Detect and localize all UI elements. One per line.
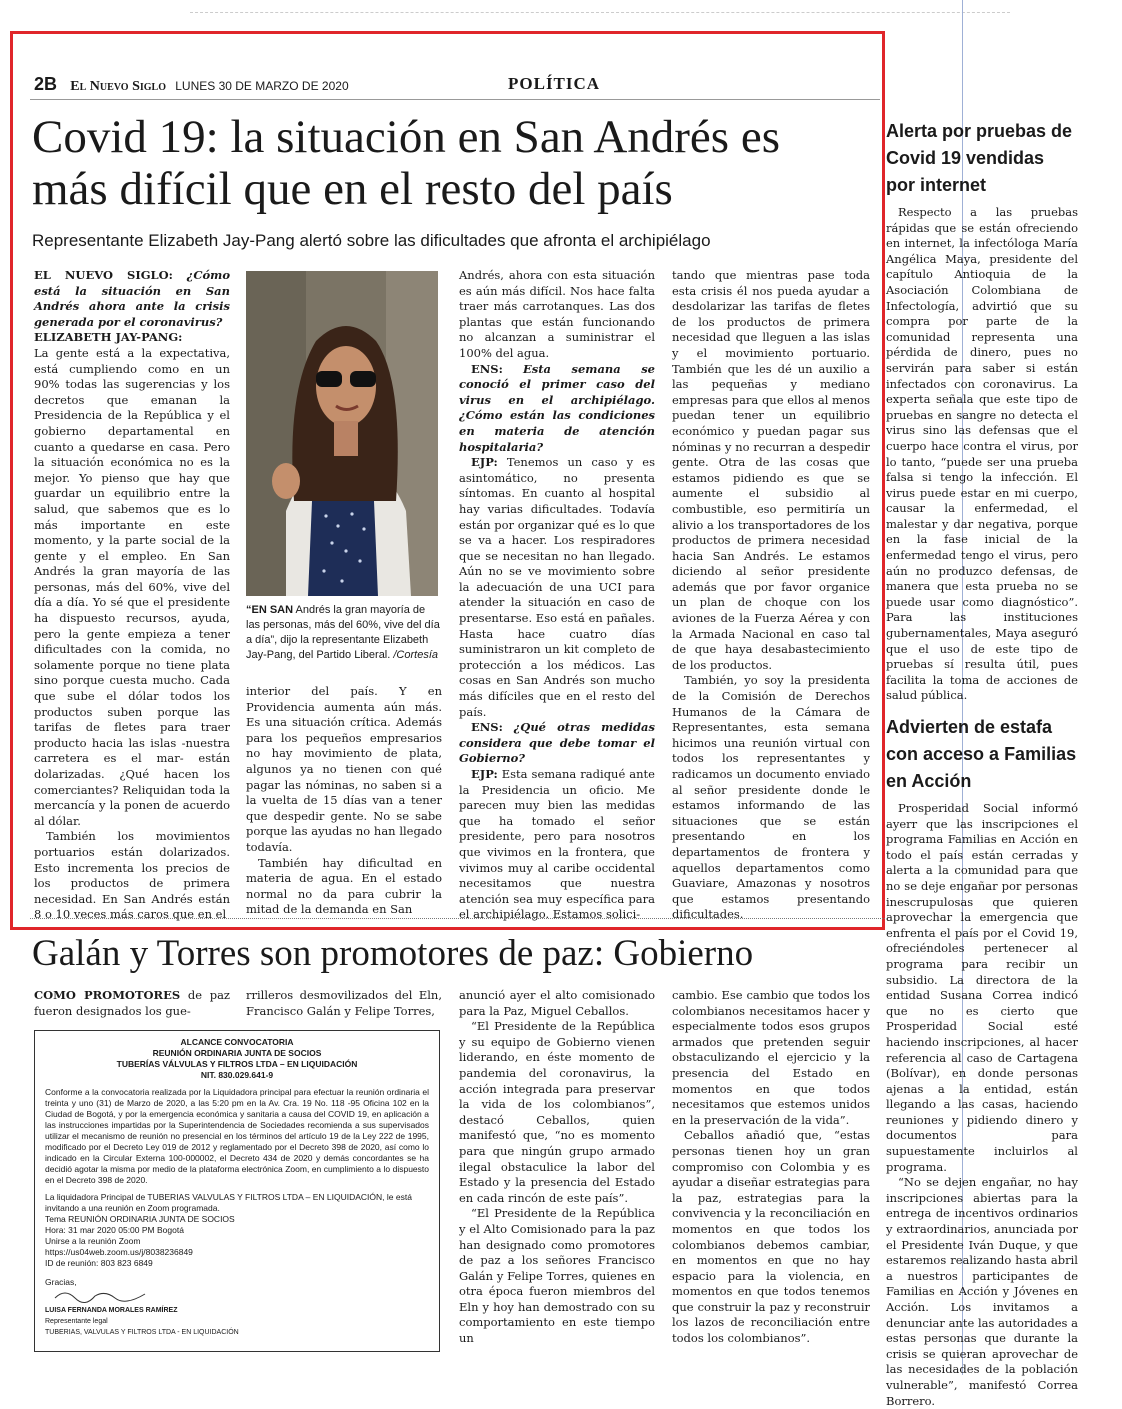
article2-headline: Galán y Torres son promotores de paz: Gobierno [32,933,754,974]
article2-col2-text: rrilleros desmovilizados del Eln, Francisco Galán y Felipe Torres, [246,988,442,1018]
sidebar-story-1-text: Respecto a las pruebas rápidas que se están ofreciendo en internet, la infectóloga María Angélica Maya, presidente del capítulo Antioquia de la Asociación Colombiana de Infectología, advirtió que su compra por parte de la comunidad representa una pérdida de dinero, pues no servirán para saber si están infectados con coronavirus. La experta señala que este tipo de pruebas en sangre no detecta el virus sino las defensas que el cuerpo hace contra el virus, por lo tanto, “puede ser una prueba falsa si tengo la infección. El virus puede estar en mi cuerpo, causar la enfermedad, el malestar y dar negativa, porque en la fase inicial de la enfermedad tengo el virus, pero aún no produzco defensas, de manera que esta prueba no se puede usar como diagnóstico”. Para las instituciones gubernamentales, Maya aseguró que el uso de este tipo de pruebas sí resulta útil, pues facilita la toma de acciones de salud pública. [886,205,1078,703]
legal-notice [34,1030,440,1352]
caption-text: Andrés la gran mayoría de las personas, más del 60%, vive del día a día”, dijo la representante Elizabeth Jay-Pang, del Partido Liberal. [246,604,440,661]
q2-label: ENS: [471,361,503,376]
notice-body-2: La liquidadora Principal de TUBERIAS VALVULAS Y FILTROS LTDA – EN LIQUIDACIÓN, le está invitando a una reunión en Zoom programada. [45,1192,412,1213]
article-headline: Covid 19: la situación en San Andrés es más difícil que en el resto del país [32,111,780,215]
a1b-text: También los movimientos portuarios están dolarizados. Esto incrementa los precios de los productos de primera necesidad. En San Andrés están 8 o 10 veces más caros que en el [34,829,230,922]
sidebar-headline-1: Alerta por pruebas de Covid 19 vendidas por internet [886,121,1073,195]
a3-text: Esta semana radiqué ante la Presidencia un oficio. Me parecen muy bien las medidas que ha tomado el señor presidente, pero para nosotros que vivimos en la frontera, que vivimos muy al caribe occidental necesitamos que nuestra atención sea muy específica para el archipiélago. Estamos solici- [459,767,655,922]
q1-text: ¿Cómo está la situación en San Andrés ahora ante la crisis generada por el coronavirus? [34,268,230,329]
article2-col4-p2: Ceballos añadió que, “estas personas tienen hoy un gran compromiso con Colombia y es ayudar a diseñar estrategias para la paz, estrategias para la convivencia y la reconciliación en momentos en que todos los colombianos debemos cambiar, en momentos en que no hay espacio para la violencia, en momentos en que todos tenemos que construir la paz y reconstruir los lazos de reconciliación entre todos los colombianos”. [672,1128,870,1346]
article2-column-3 [459,988,655,1358]
notice-meeting-id: ID de reunión: 803 823 6849 [45,1258,153,1268]
a2-text: Tenemos un caso y es asintomático, no presenta síntomas. En cuanto al hospital hay varias dificultades. Todavía están por organizar qué es lo que se va a hacer. Los respiradores que se necesitan no han llegado. Aún no se ve movimiento sobre la adecuación de una UCI para atender la situación en caso de presentarse. Eso está en pañales. Hasta hace cuatro días suministraron un kit completo de protección a los médicos. Las cosas en San Andrés son mucho más difíciles que en el resto del país. [459,455,655,719]
notice-url[interactable]: https://us04web.zoom.us/j/8038236849 [45,1247,193,1257]
col2-p2: También hay dificultad en materia de agua. En el estado normal no da para cubrir la mitad de la demanda en San [246,855,442,917]
notice-meeting: REUNIÓN ORDINARIA JUNTA DE SOCIOS [152,1048,322,1058]
article-separator [30,918,885,919]
sidebar-headline-2: Advierten de estafa con acceso a Familias en Acción [886,717,1077,791]
col4-p2: También, yo soy la presidenta de la Comisión de Derechos Humanos de la Cámara de Representantes, esta semana hicimos una reunión virtual con todos los representantes y radicamos un documento enviado al señor presidente donde le estamos informando de las situaciones que se están presentando en los departamentos de frontera y aquellos departamentos como Guaviare, Amazonas y nosotros que estamos presentando dificultades. [672,673,870,922]
signer-company: TUBERIAS, VALVULAS Y FILTROS LTDA - EN LIQUIDACIÓN [45,1329,239,1336]
notice-company: TUBERÍAS VÁLVULAS Y FILTROS LTDA – EN LIQUIDACIÓN [116,1059,358,1069]
sidebar-story-1 [886,205,1078,704]
caption-credit: /Cortesía [393,649,439,661]
signer-name: LUISA FERNANDA MORALES RAMÍREZ [45,1307,178,1314]
highlight-frame [10,31,885,930]
issue-date: LUNES 30 DE MARZO DE 2020 [175,79,349,93]
article2-col3-p3: “El Presidente de la República y el Alto Comisionado para la paz han designado como promotores de paz a los señores Francisco Galán y Felipe Torres, quienes en otra época fueron miembros del Eln y hoy han demostrado con su comportamiento en este tiempo un [459,1206,655,1346]
col4-p1: tando que mientras pase toda esta crisis él nos pueda ayudar a desdolarizar las tarifas de fletes de los productos de primera necesidad que lleguen a las islas y el movimiento portuario. También que les dé un auxilio a las pequeñas y mediano empresas para que ellos al menos puedan tener un equilibrio económico y puedan pagar sus nóminas y no recurran a despedir gente. Otra de las cosas que estamos pidiendo es que se aumente el subsidio al combustible, eso permitiría un alivio a los transportadores de los productos de primera necesidad hacia San Andrés. Le estamos diciendo al señor presidente además que por favor organice un plan de choque con los aviones de la Fuerza Aérea y con la Armada Nacional en caso tal de que haya desabastecimiento de los productos. [672,268,870,672]
notice-body: Conforme a la convocatoria realizada por la Liquidadora principal para efectuar la reunión ordinaria el treinta y uno (31) de Marzo de 2020, a las 5:20 pm en la Av. Cra. 19 No. 118 -95 Oficina 102 en la Ciudad de Bogotá, y por la emergencia económica y sanitaria a causa del COVID 19, en aplicación a las instrucciones impartidas por la Superintendencia de Sociedades recomienda a sus supervisados utilizar el mecanismo de reunión no presencial en los términos del artículo 19 de la Ley 222 de 1995, modificado por el Decreto Ley 019 de 2012 y reglamentado por el Decreto 398 de 2020, así como lo indicado en la Circular Externa 100-000002, el Decreto 434 de 2020 y demás concordantes se ha decidió agotar la misma por medio de la plataforma electrónica Zoom, en cumplimiento a lo dispuesto en el Decreto 398 de 2020. [45,1087,429,1185]
notice-topic: Tema REUNIÓN ORDINARIA JUNTA DE SOCIOS [45,1214,235,1224]
notice-title: ALCANCE CONVOCATORIA [180,1037,294,1047]
q3-text: ¿Qué otras medidas considera que debe tomar el Gobierno? [459,720,655,766]
article2-col1-text: de paz fueron designados los gue- [34,988,230,1018]
notice-join: Unirse a la reunión Zoom [45,1236,141,1246]
article2-column-2 [246,988,442,1018]
a3-label: EJP: [471,767,498,781]
article2-column-1 [34,988,230,1018]
signature-scribble [45,1288,165,1302]
sidebar-story-2-text: Prosperidad Social informó ayerr que las inscripciones el programa Familias en Acción en todo el país están cerradas y alerta a la comunidad para que no se deje engañar por personas inescrupulosas que quieren aprovechar la emergencia que enfrenta el país por el Covid 19, ofreciéndoles pertenecer al programa para recibir un subsidio. La directora de la entidad Susana Correa indicó que no es cierto que Prosperidad Social esté haciendo inscripciones, al hacer referencia al caso de Cartagena (Bolívar), en donde personas ajenas a la entidad, están llegando a las casas, haciendo reuniones y pidiendo dinero y documentos para supuestamente incluirlos al programa. [886,801,1078,1174]
a2-label: EJP: [471,455,498,470]
notice-thanks: Gracias, [45,1277,77,1287]
col3-p1: Andrés, ahora con esta situación es aún más difícil. Nos hace falta traer más carrotanques. Las dos plantas que están funcionando no alcanzan a suministrar el 100% del agua. [459,268,655,360]
article2-col3-p2: “El Presidente de la República y su equipo de Gobierno vienen liderando, en éste momento de pandemia del coronavirus, la acción integrada para preservar la vida de los colombianos”, destacó Ceballos, quien manifestó que, “no es momento para que ningún grupo armado ilegal obstaculice la labor del Estado y la presencia del Estado en cada rincón de este país”. [459,1019,655,1205]
article2-col3-text: anunció ayer el alto comisionado para la Paz, Miguel Ceballos. [459,988,655,1018]
q3-label: ENS: [471,720,503,735]
signer-role: Representante legal [45,1318,108,1325]
col2-p1: interior del país. Y en Providencia aumenta aún más. Es una situación crítica. Además para los pequeños empresarios no hay movimiento de plata, algunos ya no tienen con qué pagar las nóminas, no saben si a la vuelta de 15 días van a tener que despedir gente. No se sabe porque las ayudas no han llegado todavía. [246,684,442,854]
article2-column-4 [672,988,870,1358]
sidebar-story-2 [886,801,1078,1409]
q1-label: EL NUEVO SIGLO: [34,268,173,282]
top-strip [190,0,1010,13]
a1-text: La gente está a la expectativa, está cumpliendo como en un 90% todas las sugerencias y los decretos que emanan la Presidencia de la República y el gobierno departamental en cuanto a quedarse en casa. Pero la situación económica no es la mejor. Yo pienso que hay que guardar un equilibrio entre la salud, que sabemos que es lo más importante en este momento, y la parte social de la gente y el empleo. En San Andrés la gran mayoría de las personas, más del 60%, vive del día a día. Yo sé que el presidente ha dispuesto recursos, ayuda, pero la gente empieza a tener dificultades con la comida, no solamente porque no tiene plata sino porque cuesta mucho. Cada que sube el dólar todos los productos suben porque las tarifas de fletes para traer producto hacia las islas -nuestra carretera es el mar- están dolarizadas. ¿Qué hacen los comerciantes? Reliquidan toda la mercancía y la ponen de acuerdo al dólar. [34,345,230,828]
section-title: POLÍTICA [508,74,601,93]
article2-lead: COMO PROMOTORES [34,988,181,1002]
notice-time: Hora: 31 mar 2020 05:00 PM Bogotá [45,1225,184,1235]
page-number: 2B [34,74,58,94]
notice-nit: NIT. 830.029.641-9 [200,1070,274,1080]
caption-lead: “EN SAN [246,604,294,616]
sidebar-story-2-quote: “No se dejen engañar, no hay inscripciones abiertas para la entrega de incentivos ordinarios y extraordinarios, anunciada por el Presidente Iván Duque, y que estaremos realizando hasta abril a nuestros participantes de Familias en Acción y Jóvenes en Acción. Los invitamos a denunciar ante las autoridades a estas personas que durante la crisis se quieran aprovechar de las necesidades de la población vulnerable”, manifestó Correa Borrero. [886,1175,1078,1408]
a1-label: ELIZABETH JAY-PANG: [34,330,183,345]
q2-text: Esta semana se conoció el primer caso del virus en el archipiélago. ¿Cómo están las condiciones en materia de atención hospitalaria? [459,361,655,454]
right-sidebar-column [886,118,1078,1408]
article-subhead: Representante Elizabeth Jay-Pang alertó sobre las dificultades que afronta el archipiélago [32,231,711,250]
article2-col4-p1: cambio. Ese cambio que todos los colombianos necesitamos hacer y especialmente todos esos grupos armados que pretenden seguir obstaculizando el ejercicio y la presencia del Estado en momentos en que todos necesitamos que estemos unidos en la preservación de la vida”. [672,988,870,1127]
newspaper-name: El Nuevo Siglo [70,79,166,94]
